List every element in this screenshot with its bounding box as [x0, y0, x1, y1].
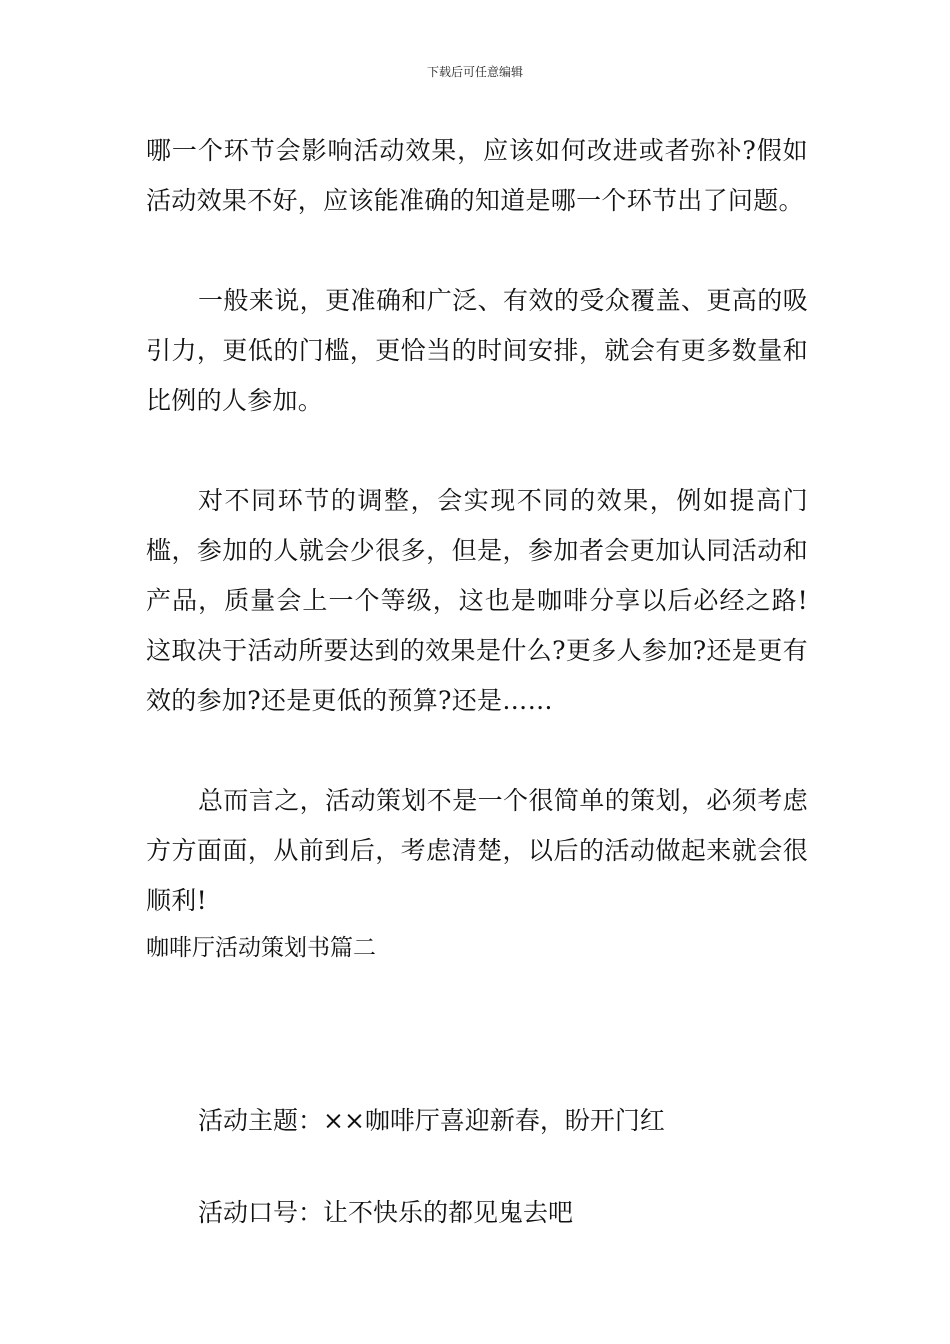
- paragraph-1: 哪一个环节会影响活动效果，应该如何改进或者弥补?假如活动效果不好，应该能准确的知道是哪一个环节出了问题。: [146, 136, 808, 215]
- page-header-note: 下载后可任意编辑: [426, 65, 523, 79]
- paragraph-2: 一般来说，更准确和广泛、有效的受众覆盖、更高的吸引力，更低的门槛，更恰当的时间安排，就会有更多数量和比例的人参加。: [146, 286, 808, 415]
- activity-slogan: 活动口号：让不快乐的都见鬼去吧: [198, 1198, 574, 1227]
- paragraph-3: 对不同环节的调整，会实现不同的效果，例如提高门槛，参加的人就会少很多，但是，参加者会更加认同活动和产品，质量会上一个等级，这也是咖啡分享以后必经之路!这取决于活动所要达到的效果是什么?更多人参加?还是更有效的参加?还是更低的预算?还是……: [146, 486, 808, 715]
- activity-theme: 活动主题：××咖啡厅喜迎新春，盼开门红: [198, 1106, 665, 1135]
- document-body: [146, 126, 808, 1235]
- section-title: 咖啡厅活动策划书篇二: [146, 935, 376, 961]
- paragraph-4: 总而言之，活动策划不是一个很简单的策划，必须考虑方方面面，从前到后，考虑清楚，以后的活动做起来就会很顺利!: [146, 786, 808, 915]
